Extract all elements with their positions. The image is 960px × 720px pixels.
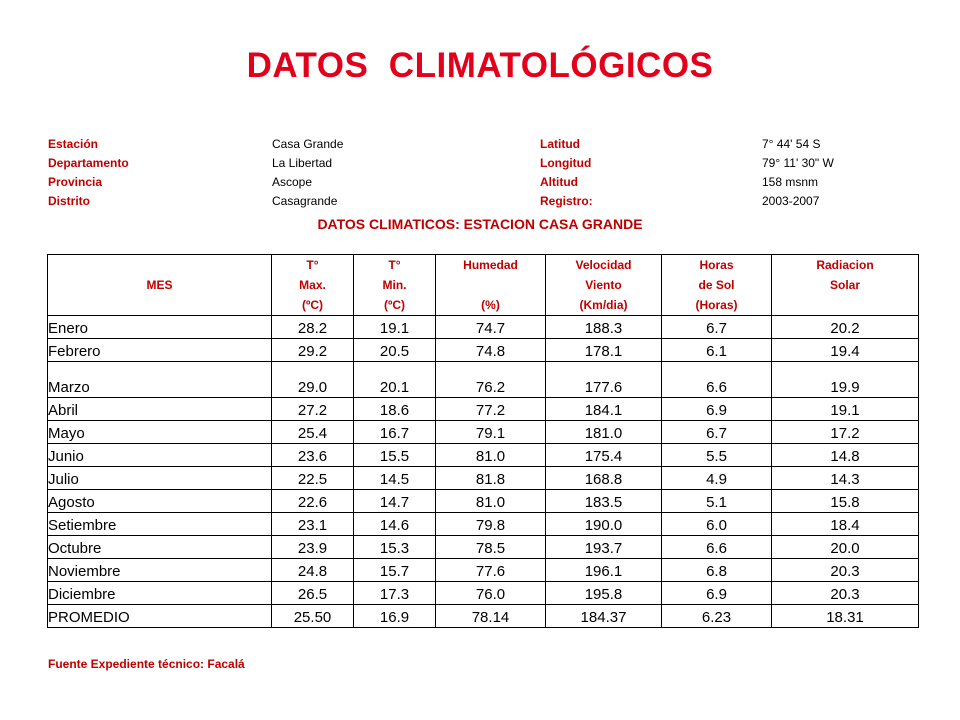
value-cell: 76.0 (436, 582, 546, 605)
value-cell: 74.8 (436, 339, 546, 362)
station-info-row (48, 175, 918, 194)
value-cell: 175.4 (546, 444, 662, 467)
month-cell: Febrero (48, 339, 272, 362)
month-cell: PROMEDIO (48, 605, 272, 628)
value-cell: 183.5 (546, 490, 662, 513)
column-header-humedad: Humedad (%) (436, 255, 546, 316)
value-cell: 15.3 (354, 536, 436, 559)
table-row (48, 536, 919, 559)
value-cell: 29.2 (272, 339, 354, 362)
value-cell: 188.3 (546, 316, 662, 339)
value-cell: 22.5 (272, 467, 354, 490)
info-value: La Libertad (272, 156, 333, 170)
value-cell: 28.2 (272, 316, 354, 339)
page-title: DATOS CLIMATOLÓGICOS (246, 46, 714, 85)
value-cell: 78.5 (436, 536, 546, 559)
value-cell: 16.7 (354, 421, 436, 444)
value-cell: 15.5 (354, 444, 436, 467)
value-cell: 17.3 (354, 582, 436, 605)
station-info-row (48, 137, 918, 156)
value-cell: 81.0 (436, 444, 546, 467)
value-cell: 74.7 (436, 316, 546, 339)
value-cell: 17.2 (772, 421, 919, 444)
month-cell: Mayo (48, 421, 272, 444)
value-cell: 20.3 (772, 582, 919, 605)
month-cell: Enero (48, 316, 272, 339)
table-row (48, 444, 919, 467)
table-row (48, 490, 919, 513)
table-row (48, 467, 919, 490)
info-label: Estación (48, 137, 99, 151)
value-cell: 25.50 (272, 605, 354, 628)
value-cell: 77.6 (436, 559, 546, 582)
info-label: Registro: (540, 194, 593, 208)
table-row (48, 421, 919, 444)
column-header-viento: Velocidad Viento (Km/dia) (546, 255, 662, 316)
value-cell: 193.7 (546, 536, 662, 559)
value-cell: 24.8 (272, 559, 354, 582)
table-body (48, 316, 919, 628)
value-cell: 27.2 (272, 398, 354, 421)
value-cell: 76.2 (436, 362, 546, 398)
average-row (48, 605, 919, 628)
month-cell: Agosto (48, 490, 272, 513)
value-cell: 184.37 (546, 605, 662, 628)
value-cell: 81.0 (436, 490, 546, 513)
info-value: 79° 11' 30" W (762, 156, 834, 170)
value-cell: 81.8 (436, 467, 546, 490)
value-cell: 6.9 (662, 398, 772, 421)
value-cell: 19.1 (772, 398, 919, 421)
value-cell: 20.3 (772, 559, 919, 582)
info-value: Casa Grande (272, 137, 344, 151)
table-row (48, 398, 919, 421)
value-cell: 18.6 (354, 398, 436, 421)
column-header-tmin: T° Min. (ºC) (354, 255, 436, 316)
value-cell: 6.6 (662, 536, 772, 559)
station-info-row (48, 194, 918, 213)
value-cell: 77.2 (436, 398, 546, 421)
value-cell: 14.8 (772, 444, 919, 467)
value-cell: 14.3 (772, 467, 919, 490)
climate-table (47, 254, 919, 628)
table-row (48, 513, 919, 536)
table-header-row (48, 255, 919, 316)
value-cell: 177.6 (546, 362, 662, 398)
value-cell: 190.0 (546, 513, 662, 536)
value-cell: 6.8 (662, 559, 772, 582)
info-label: Provincia (48, 175, 103, 189)
month-cell: Marzo (48, 362, 272, 398)
value-cell: 79.1 (436, 421, 546, 444)
value-cell: 196.1 (546, 559, 662, 582)
info-label: Latitud (540, 137, 580, 151)
value-cell: 78.14 (436, 605, 546, 628)
column-header-mes: MES (48, 255, 272, 316)
value-cell: 15.8 (772, 490, 919, 513)
month-cell: Setiembre (48, 513, 272, 536)
value-cell: 6.9 (662, 582, 772, 605)
value-cell: 6.7 (662, 316, 772, 339)
source-note: Fuente Expediente técnico: Facalá (48, 657, 245, 671)
value-cell: 178.1 (546, 339, 662, 362)
value-cell: 20.2 (772, 316, 919, 339)
value-cell: 22.6 (272, 490, 354, 513)
month-cell: Diciembre (48, 582, 272, 605)
value-cell: 20.5 (354, 339, 436, 362)
month-cell: Octubre (48, 536, 272, 559)
info-label: Departamento (48, 156, 129, 170)
value-cell: 14.7 (354, 490, 436, 513)
value-cell: 6.23 (662, 605, 772, 628)
table-row (48, 582, 919, 605)
month-cell: Junio (48, 444, 272, 467)
value-cell: 6.6 (662, 362, 772, 398)
info-value: Ascope (272, 175, 313, 189)
info-value: Casagrande (272, 194, 338, 208)
value-cell: 6.1 (662, 339, 772, 362)
value-cell: 16.9 (354, 605, 436, 628)
value-cell: 168.8 (546, 467, 662, 490)
info-value: 158 msnm (762, 175, 819, 189)
value-cell: 14.5 (354, 467, 436, 490)
value-cell: 15.7 (354, 559, 436, 582)
column-header-tmax: T° Max. (ºC) (272, 255, 354, 316)
value-cell: 20.0 (772, 536, 919, 559)
column-header-horas-sol: Horas de Sol (Horas) (662, 255, 772, 316)
value-cell: 5.5 (662, 444, 772, 467)
value-cell: 181.0 (546, 421, 662, 444)
column-header-radiacion: Radiacion Solar (772, 255, 919, 316)
month-cell: Noviembre (48, 559, 272, 582)
value-cell: 4.9 (662, 467, 772, 490)
value-cell: 25.4 (272, 421, 354, 444)
table-row (48, 362, 919, 398)
value-cell: 5.1 (662, 490, 772, 513)
info-label: Distrito (48, 194, 90, 208)
value-cell: 20.1 (354, 362, 436, 398)
info-value: 7° 44' 54 S (762, 137, 821, 151)
table-row (48, 316, 919, 339)
value-cell: 14.6 (354, 513, 436, 536)
value-cell: 23.1 (272, 513, 354, 536)
info-label: Longitud (540, 156, 592, 170)
station-info-row (48, 156, 918, 175)
info-value: 2003-2007 (762, 194, 820, 208)
value-cell: 6.7 (662, 421, 772, 444)
value-cell: 19.1 (354, 316, 436, 339)
value-cell: 26.5 (272, 582, 354, 605)
table-row (48, 559, 919, 582)
value-cell: 6.0 (662, 513, 772, 536)
table-title: DATOS CLIMATICOS: ESTACION CASA GRANDE (317, 216, 643, 232)
value-cell: 18.31 (772, 605, 919, 628)
station-info (48, 137, 918, 213)
month-cell: Abril (48, 398, 272, 421)
info-label: Altitud (540, 175, 578, 189)
value-cell: 18.4 (772, 513, 919, 536)
value-cell: 29.0 (272, 362, 354, 398)
value-cell: 23.6 (272, 444, 354, 467)
value-cell: 19.9 (772, 362, 919, 398)
value-cell: 195.8 (546, 582, 662, 605)
month-cell: Julio (48, 467, 272, 490)
value-cell: 184.1 (546, 398, 662, 421)
value-cell: 19.4 (772, 339, 919, 362)
value-cell: 23.9 (272, 536, 354, 559)
table-row (48, 339, 919, 362)
value-cell: 79.8 (436, 513, 546, 536)
